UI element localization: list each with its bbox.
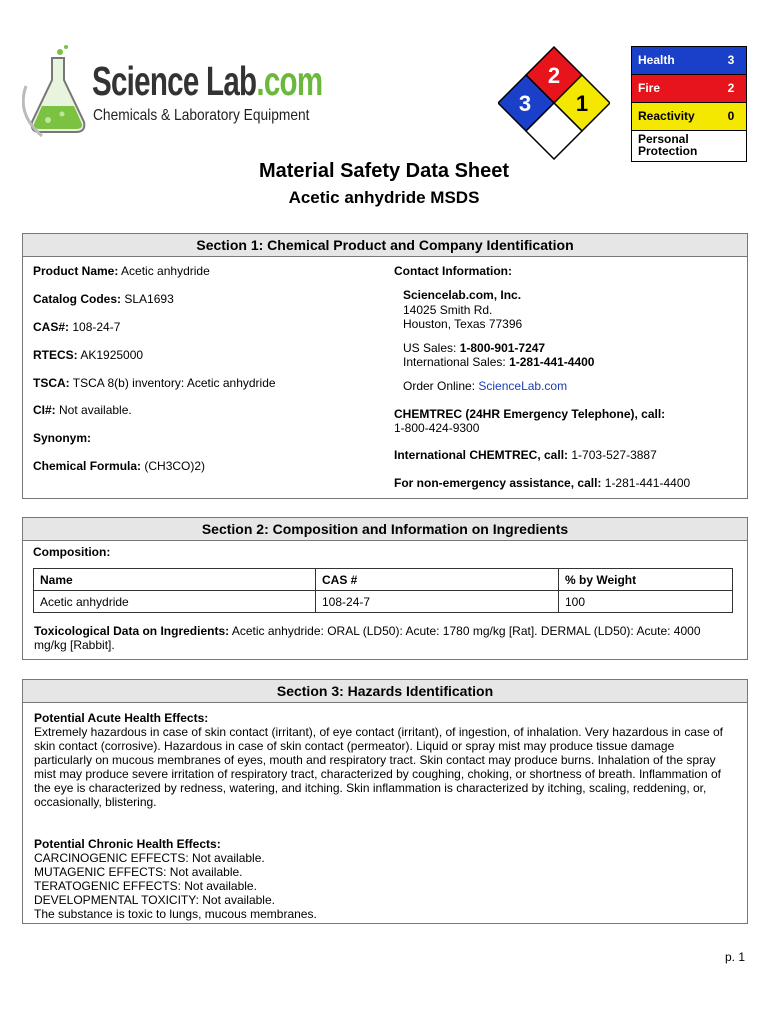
contact-info-label: Contact Information: — [394, 264, 512, 278]
column-header-weight: % by Weight — [559, 569, 733, 591]
chronic-line: The substance is toxic to lungs, mucous membranes. — [34, 907, 317, 921]
chronic-effects-label: Potential Chronic Health Effects: — [34, 837, 221, 851]
international-chemtrec: International CHEMTREC, call: 1-703-527-3887 — [394, 448, 657, 462]
international-sales: International Sales: 1-281-441-4400 — [403, 355, 595, 369]
catalog-codes: Catalog Codes: SLA1693 — [33, 292, 174, 306]
chronic-line: MUTAGENIC EFFECTS: Not available. — [34, 865, 243, 879]
composition-label: Composition: — [33, 545, 111, 559]
address-line-1: 14025 Smith Rd. — [403, 303, 493, 317]
tsca: TSCA: TSCA 8(b) inventory: Acetic anhydride — [33, 376, 276, 390]
company-name: Sciencelab.com, Inc. — [403, 288, 522, 302]
hazard-row-health: Health 3 — [632, 47, 746, 75]
section-1 — [22, 233, 748, 499]
cell-name: Acetic anhydride — [34, 591, 316, 613]
nfpa-reactivity-value: 1 — [575, 91, 589, 116]
chronic-line: CARCINOGENIC EFFECTS: Not available. — [34, 851, 265, 865]
nfpa-health-value: 3 — [518, 91, 532, 116]
nfpa-fire-value: 2 — [547, 63, 561, 88]
table-header-row — [34, 569, 733, 591]
us-sales: US Sales: 1-800-901-7247 — [403, 341, 546, 355]
table-row — [34, 591, 733, 613]
chemtrec-phone: 1-800-424-9300 — [394, 421, 480, 435]
chronic-line: TERATOGENIC EFFECTS: Not available. — [34, 879, 257, 893]
cell-cas: 108-24-7 — [316, 591, 559, 613]
section-1-heading: Section 1: Chemical Product and Company Identification — [23, 234, 747, 257]
ci-number: CI#: Not available. — [33, 403, 132, 417]
acute-effects-text: Extremely hazardous in case of skin contact (irritant), of eye contact (irritant), of ingestion, of inhalation. Very hazardous in case of skin contact (corrosive). Hazardous in case of skin contact (permeator). Liquid or spray mist may produce tissue damage particularly on mucous membranes of eyes, mouth and respiratory tract. Skin contact may produce burns. Inhalation of the spray mist may produce severe irritation of respiratory tract, characterized by coughing, choking, or shortness of breath. Inflammation of the eye is characterized by redness, watering, and itching. Skin inflammation is characterized by itching, scaling, reddening, or, occasionally, blistering. — [34, 725, 724, 809]
hazard-row-fire: Fire 2 — [632, 75, 746, 103]
cas-number: CAS#: 108-24-7 — [33, 320, 121, 334]
product-name: Product Name: Acetic anhydride — [33, 264, 210, 278]
cell-weight: 100 — [559, 591, 733, 613]
order-online-link[interactable]: ScienceLab.com — [478, 379, 568, 393]
toxicological-data: Toxicological Data on Ingredients: Acetic anhydride: ORAL (LD50): Acute: 1780 mg/kg [Rat]. DERMAL (LD50): Acute: 4000 mg/kg [Rabbit]. — [34, 624, 701, 652]
synonym: Synonym: — [33, 431, 92, 445]
logo-wordmark: Science Lab.com — [92, 58, 323, 104]
page-number: p. 1 — [724, 950, 745, 964]
column-header-name: Name — [34, 569, 316, 591]
address-line-2: Houston, Texas 77396 — [403, 317, 523, 331]
section-2-heading: Section 2: Composition and Information on Ingredients — [23, 518, 747, 541]
section-3-heading: Section 3: Hazards Identification — [23, 680, 747, 703]
chemtrec-label: CHEMTREC (24HR Emergency Telephone), call: — [394, 407, 666, 421]
page-subtitle: Acetic anhydride MSDS — [288, 188, 480, 207]
nfpa-diamond — [498, 45, 610, 160]
hazard-rating-table — [631, 46, 747, 162]
rtecs: RTECS: AK1925000 — [33, 348, 144, 362]
composition-table — [33, 568, 733, 613]
section-2 — [22, 517, 748, 660]
chemical-formula: Chemical Formula: (CH3CO)2) — [33, 459, 206, 473]
chronic-line: DEVELOPMENTAL TOXICITY: Not available. — [34, 893, 275, 907]
acute-effects-label: Potential Acute Health Effects: — [34, 711, 209, 725]
logo-tagline: Chemicals & Laboratory Equipment — [93, 107, 310, 124]
page-title: Material Safety Data Sheet — [258, 160, 510, 182]
hazard-row-reactivity: Reactivity 0 — [632, 103, 746, 131]
section-3 — [22, 679, 748, 924]
non-emergency-assistance: For non-emergency assistance, call: 1-281-441-4400 — [394, 476, 691, 490]
order-online: Order Online: ScienceLab.com — [403, 379, 568, 393]
column-header-cas: CAS # — [316, 569, 559, 591]
personal-protection-label: Personal Protection — [638, 132, 698, 158]
